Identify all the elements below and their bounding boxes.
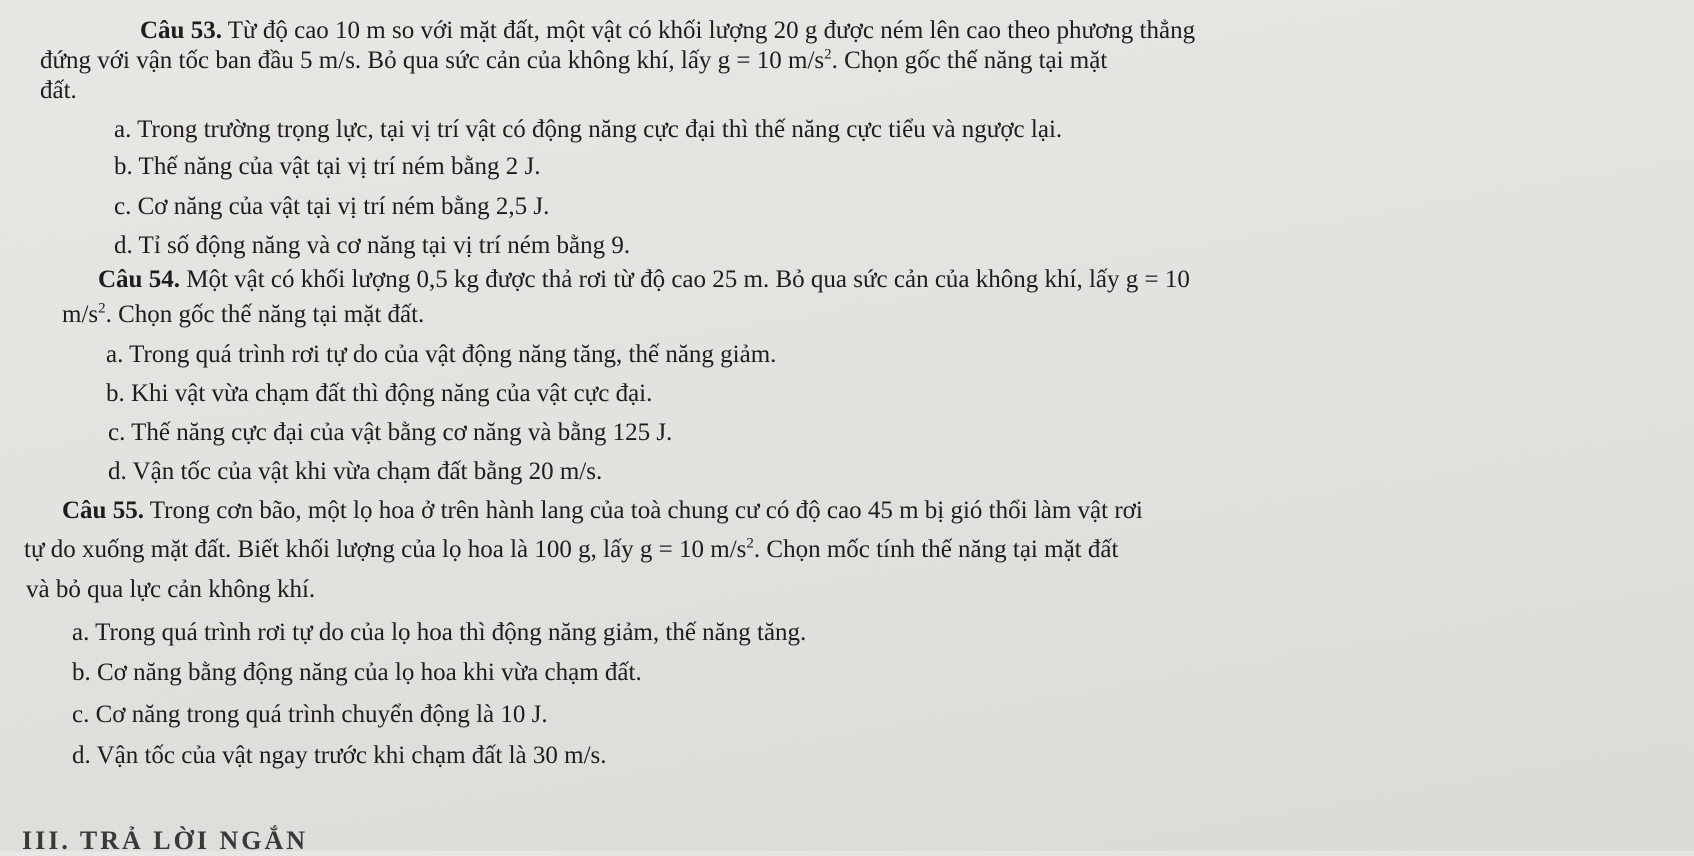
q53-label: Câu 53. (140, 17, 222, 44)
q53-stem-2: đứng với vận tốc ban đầu 5 m/s. Bỏ qua sức cản của không khí, lấy g = 10 m/s (40, 47, 825, 74)
q55-stem-1: Trong cơn bão, một lọ hoa ở trên hành lang của toà chung cư có độ cao 45 m bị gió thổi làm vật rơi (149, 497, 1143, 524)
q53-line-1 (140, 16, 1195, 46)
q55-line-1 (62, 496, 1143, 526)
q55-label: Câu 55. (62, 497, 144, 524)
q53-stem-1: Từ độ cao 10 m so với mặt đất, một vật có khối lượng 20 g được ném lên cao theo phương thẳng (227, 17, 1196, 44)
q55-option-a: a. Trong quá trình rơi tự do của lọ hoa thì động năng giảm, thế năng tăng. (72, 619, 807, 646)
q55-stem-2: tự do xuống mặt đất. Biết khối lượng của lọ hoa là 100 g, lấy g = 10 m/s (24, 536, 747, 563)
q54-exponent: 2 (98, 300, 106, 317)
q53-exponent: 2 (824, 46, 832, 63)
q54-option-a: a. Trong quá trình rơi tự do của vật động năng tăng, thế năng giảm. (106, 341, 777, 368)
q53-stem-2-tail: . Chọn gốc thế năng tại mặt (831, 47, 1108, 74)
q55-option-d: d. Vận tốc của vật ngay trước khi chạm đất là 30 m/s. (72, 742, 607, 769)
q55-line-3: và bỏ qua lực cản không khí. (26, 576, 316, 603)
section-heading-short-answer: III. TRẢ LỜI NGẮN (22, 826, 309, 855)
q55-option-c: c. Cơ năng trong quá trình chuyển động là 10 J. (72, 701, 548, 728)
q53-line-2 (40, 46, 1107, 76)
q54-label: Câu 54. (98, 266, 180, 293)
q53-line-3: đất. (40, 77, 77, 104)
q53-option-b: b. Thế năng của vật tại vị trí ném bằng 2 J. (114, 153, 541, 180)
q55-stem-2-tail: . Chọn mốc tính thế năng tại mặt đất (753, 536, 1119, 563)
q53-option-d: d. Tỉ số động năng và cơ năng tại vị trí ném bằng 9. (114, 232, 631, 259)
q54-line-1 (98, 265, 1190, 295)
q54-line-2 (62, 300, 424, 330)
q53-option-c: c. Cơ năng của vật tại vị trí ném bằng 2,5 J. (114, 193, 550, 220)
q55-exponent: 2 (746, 535, 754, 552)
q54-stem-2-tail: . Chọn gốc thế năng tại mặt đất. (105, 301, 425, 328)
q54-stem-2: m/s (62, 301, 99, 328)
q54-option-c: c. Thế năng cực đại của vật bằng cơ năng và bằng 125 J. (108, 419, 673, 446)
q54-stem-1: Một vật có khối lượng 0,5 kg được thả rơi từ độ cao 25 m. Bỏ qua sức cản của không khí, lấy g = 10 (186, 266, 1190, 293)
q53-option-a: a. Trong trường trọng lực, tại vị trí vật có động năng cực đại thì thế năng cực tiểu và ngược lại. (114, 116, 1063, 143)
q55-option-b: b. Cơ năng bằng động năng của lọ hoa khi vừa chạm đất. (72, 659, 642, 686)
q54-option-d: d. Vận tốc của vật khi vừa chạm đất bằng 20 m/s. (108, 458, 603, 485)
q55-line-2 (24, 535, 1118, 565)
q54-option-b: b. Khi vật vừa chạm đất thì động năng của vật cực đại. (106, 380, 653, 407)
